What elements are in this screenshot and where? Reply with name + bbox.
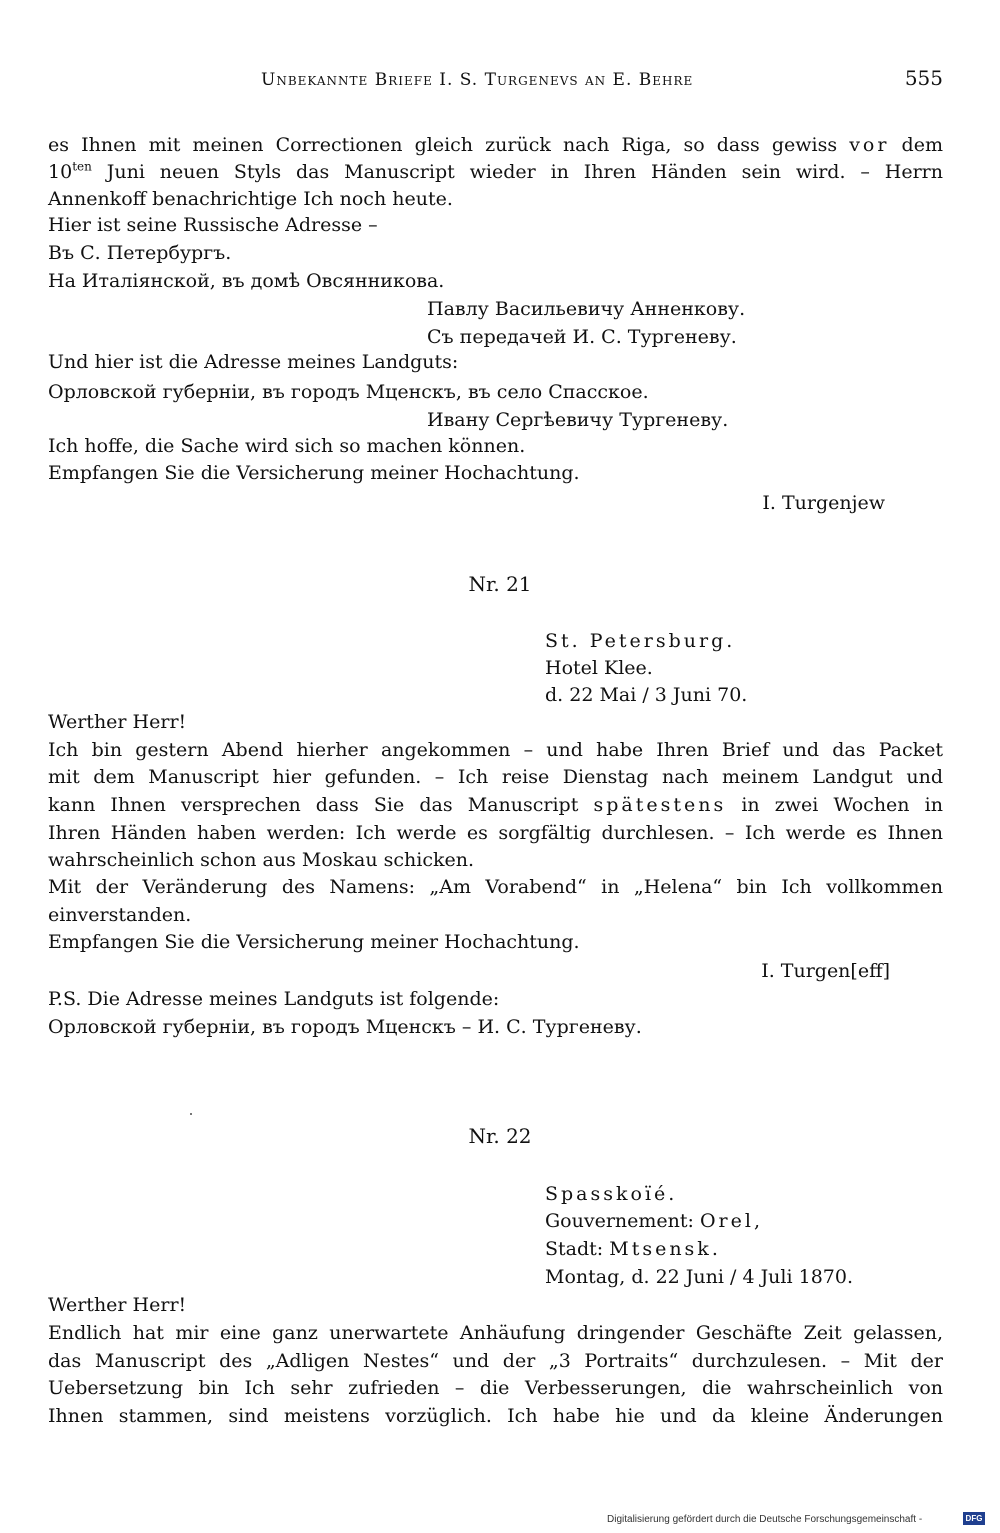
salutation: Werther Herr! [48,711,187,733]
text-line: Annenkoff benachrichtige Ich noch heute. [48,188,453,210]
signature: I. Turgen[eff] [761,960,890,982]
text-line: kann Ihnen versprechen dass Sie das Manuscript spätestens in zwei Wochen in [48,794,943,816]
address-line: Павлу Васильевичу Анненкову. [427,298,746,320]
letter-heading: Nr. 21 [468,572,532,596]
text-line: mit dem Manuscript hier gefunden. – Ich reise Dienstag nach meinem Landgut und [48,766,943,788]
text-line: $10^{ten}$ Juni neuen Styls das Manuscript wieder in Ihren Händen sein wird. – Herrn [48,159,944,183]
text-line: Ich bin gestern Abend hierher angekommen – und habe Ihren Brief und das Packet [48,739,943,761]
text-line: Und hier ist die Adresse meines Landguts: [48,351,459,373]
text-line: Ihren Händen haben werden: Ich werde es sorgfältig durchlesen. – Ich werde es Ihnen [48,822,943,844]
text-line: Ihnen stammen, sind meistens vorzüglich. Ich habe hie und da kleine Änderungen [48,1405,943,1427]
address-line: Въ С. Петербургъ. [48,242,232,264]
text-line: Endlich hat mir eine ganz unerwartete Anhäufung dringender Geschäfte Zeit gelassen, [48,1322,943,1344]
text-line: Hier ist seine Russische Adresse – [48,214,378,236]
letter-place: Spasskoïé. [545,1183,678,1205]
text-line: es Ihnen mit meinen Correctionen gleich zurück nach Riga, so dass gewiss vor dem [48,134,943,156]
salutation: Werther Herr! [48,1294,187,1316]
letter-stadt: Stadt: Mtsensk. [545,1238,721,1260]
address-line: На Италiянской, въ домѣ Овсянникова. [48,270,445,292]
signature: I. Turgenjew [762,492,885,514]
postscript-line: P.S. Die Adresse meines Landguts ist folgende: [48,988,500,1010]
text-line: einverstanden. [48,904,192,926]
dfg-logo: DFG [963,1512,985,1525]
text-line: Empfangen Sie die Versicherung meiner Hochachtung. [48,462,580,484]
letter-hotel: Hotel Klee. [545,657,653,679]
text-line: Ich hoffe, die Sache wird sich so machen können. [48,435,526,457]
letter-heading: Nr. 22 [468,1124,532,1148]
speck [190,1113,192,1115]
letter-gouvernement: Gouvernement: Orel, [545,1210,764,1232]
address-line: Ивану Сергѣевичу Тургеневу. [427,409,729,431]
text-line: Empfangen Sie die Versicherung meiner Hochachtung. [48,931,580,953]
text-line: Uebersetzung bin Ich sehr zufrieden – die Verbesserungen, die wahrscheinlich von [48,1377,943,1399]
letter-place: St. Petersburg. [545,630,736,652]
digitization-credit: Digitalisierung gefördert durch die Deutsche Forschungsgemeinschaft - [607,1514,923,1525]
text-line: wahrscheinlich schon aus Moskau schicken. [48,849,475,871]
address-line: Орловской губернiи, въ городъ Мценскъ, въ село Спасское. [48,381,649,403]
page-number: 555 [904,66,943,90]
page-header [48,66,943,98]
letter-date: Montag, d. 22 Juni / 4 Juli 1870. [545,1266,854,1288]
running-title: Unbekannte Briefe I. S. Turgenevs an E. Behre [261,70,694,90]
postscript-address: Орловской губернiи, въ городъ Мценскъ – И. С. Тургеневу. [48,1016,642,1038]
text-line: Mit der Veränderung des Namens: „Am Vorabend“ in „Helena“ bin Ich vollkommen [48,876,943,898]
letter-date: d. 22 Mai / 3 Juni 70. [545,684,748,706]
address-line: Съ передачей И. С. Тургеневу. [427,326,737,348]
text-line: das Manuscript des „Adligen Nestes“ und der „3 Portraits“ durchzulesen. – Mit der [48,1350,943,1372]
